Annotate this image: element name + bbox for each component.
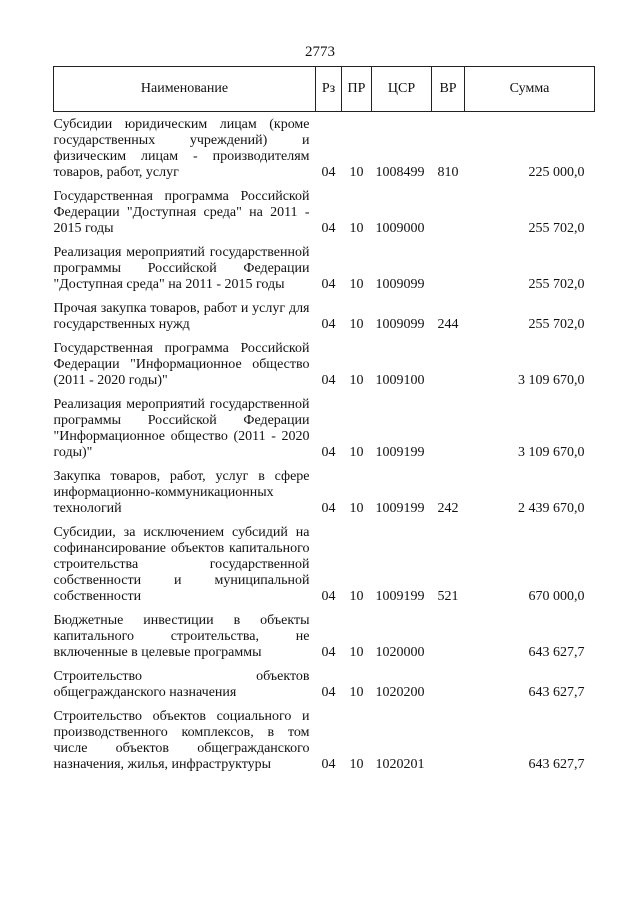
cell-pr: 10	[349, 589, 364, 604]
table-row	[54, 464, 595, 520]
cell-name: Субсидии, за исключением субсидий на софинансирование объектов капитального строительства государственной собственности и муниципальной собственности	[53, 525, 310, 604]
cell-vr	[432, 184, 465, 240]
cell-sum: 225 000,0	[528, 165, 585, 180]
cell-pr: 10	[349, 757, 364, 772]
cell-vr	[432, 608, 465, 664]
cell-rz: 04	[321, 373, 336, 388]
cell-sum: 255 702,0	[528, 277, 585, 292]
table-row	[54, 704, 595, 776]
cell-name: Государственная программа Российской Федерации "Информационное общество (2011 - 2020 годы)"	[53, 341, 310, 388]
cell-pr: 10	[349, 373, 364, 388]
cell-sum: 643 627,7	[528, 645, 585, 660]
cell-name: Строительство объектов общегражданского назначения	[53, 669, 310, 700]
cell-vr	[432, 664, 465, 704]
cell-sum: 3 109 670,0	[518, 445, 585, 460]
cell-vr	[432, 240, 465, 296]
cell-vr: 242	[437, 501, 459, 516]
header-vr: ВР	[432, 67, 465, 112]
cell-name: Субсидии юридическим лицам (кроме государственных учреждений) и физическим лицам - производителям товаров, работ, услуг	[53, 117, 310, 180]
cell-name: Прочая закупка товаров, работ и услуг для государственных нужд	[53, 301, 310, 332]
table-header	[54, 67, 595, 112]
table-row	[54, 392, 595, 464]
cell-pr: 10	[349, 501, 364, 516]
cell-rz: 04	[321, 277, 336, 292]
cell-csr: 1008499	[375, 165, 425, 180]
cell-rz: 04	[321, 501, 336, 516]
cell-sum: 643 627,7	[528, 685, 585, 700]
cell-csr: 1009199	[375, 445, 425, 460]
cell-sum: 255 702,0	[528, 317, 585, 332]
table-row	[54, 336, 595, 392]
cell-vr: 521	[437, 589, 459, 604]
page-number: 2773	[305, 44, 335, 60]
header-rz: Рз	[316, 67, 342, 112]
table-row	[54, 240, 595, 296]
cell-csr: 1020201	[375, 757, 425, 772]
table-body	[54, 112, 595, 777]
cell-name: Строительство объектов социального и производственного комплексов, в том числе объектов общегражданского назначения, жилья, инфраструктуры	[53, 709, 310, 772]
table-row	[54, 296, 595, 336]
table-row	[54, 112, 595, 185]
cell-csr: 1020200	[375, 685, 425, 700]
cell-name: Реализация мероприятий государственной программы Российской Федерации "Информационное общество (2011 - 2020 годы)"	[53, 397, 310, 460]
cell-csr: 1020000	[375, 645, 425, 660]
cell-csr: 1009000	[375, 221, 425, 236]
cell-name: Реализация мероприятий государственной программы Российской Федерации "Доступная среда" на 2011 - 2015 годы	[53, 245, 310, 292]
cell-sum: 255 702,0	[528, 221, 585, 236]
cell-pr: 10	[349, 645, 364, 660]
cell-rz: 04	[321, 645, 336, 660]
cell-pr: 10	[349, 445, 364, 460]
cell-name: Бюджетные инвестиции в объекты капитального строительства, не включенные в целевые программы	[53, 613, 310, 660]
cell-rz: 04	[321, 317, 336, 332]
cell-rz: 04	[321, 165, 336, 180]
cell-vr: 810	[437, 165, 459, 180]
cell-rz: 04	[321, 221, 336, 236]
header-sum: Сумма	[465, 67, 595, 112]
cell-rz: 04	[321, 757, 336, 772]
cell-pr: 10	[349, 317, 364, 332]
header-name: Наименование	[54, 67, 316, 112]
cell-vr	[432, 336, 465, 392]
cell-rz: 04	[321, 445, 336, 460]
cell-sum: 670 000,0	[528, 589, 585, 604]
cell-name: Государственная программа Российской Федерации "Доступная среда" на 2011 - 2015 годы	[53, 189, 310, 236]
cell-csr: 1009099	[375, 317, 425, 332]
cell-name: Закупка товаров, работ, услуг в сфере информационно-коммуникационных технологий	[53, 469, 310, 516]
table-row	[54, 520, 595, 608]
table-row	[54, 184, 595, 240]
cell-csr: 1009199	[375, 589, 425, 604]
cell-rz: 04	[321, 589, 336, 604]
cell-rz: 04	[321, 685, 336, 700]
cell-csr: 1009100	[375, 373, 425, 388]
cell-pr: 10	[349, 685, 364, 700]
header-pr: ПР	[342, 67, 372, 112]
header-csr: ЦСР	[372, 67, 432, 112]
table-row	[54, 608, 595, 664]
cell-vr	[432, 704, 465, 776]
cell-sum: 2 439 670,0	[518, 501, 585, 516]
cell-vr: 244	[437, 317, 459, 332]
cell-csr: 1009099	[375, 277, 425, 292]
cell-csr: 1009199	[375, 501, 425, 516]
cell-vr	[432, 392, 465, 464]
cell-sum: 3 109 670,0	[518, 373, 585, 388]
cell-pr: 10	[349, 221, 364, 236]
table-row	[54, 664, 595, 704]
cell-pr: 10	[349, 165, 364, 180]
cell-pr: 10	[349, 277, 364, 292]
budget-table	[53, 66, 595, 776]
cell-sum: 643 627,7	[528, 757, 585, 772]
